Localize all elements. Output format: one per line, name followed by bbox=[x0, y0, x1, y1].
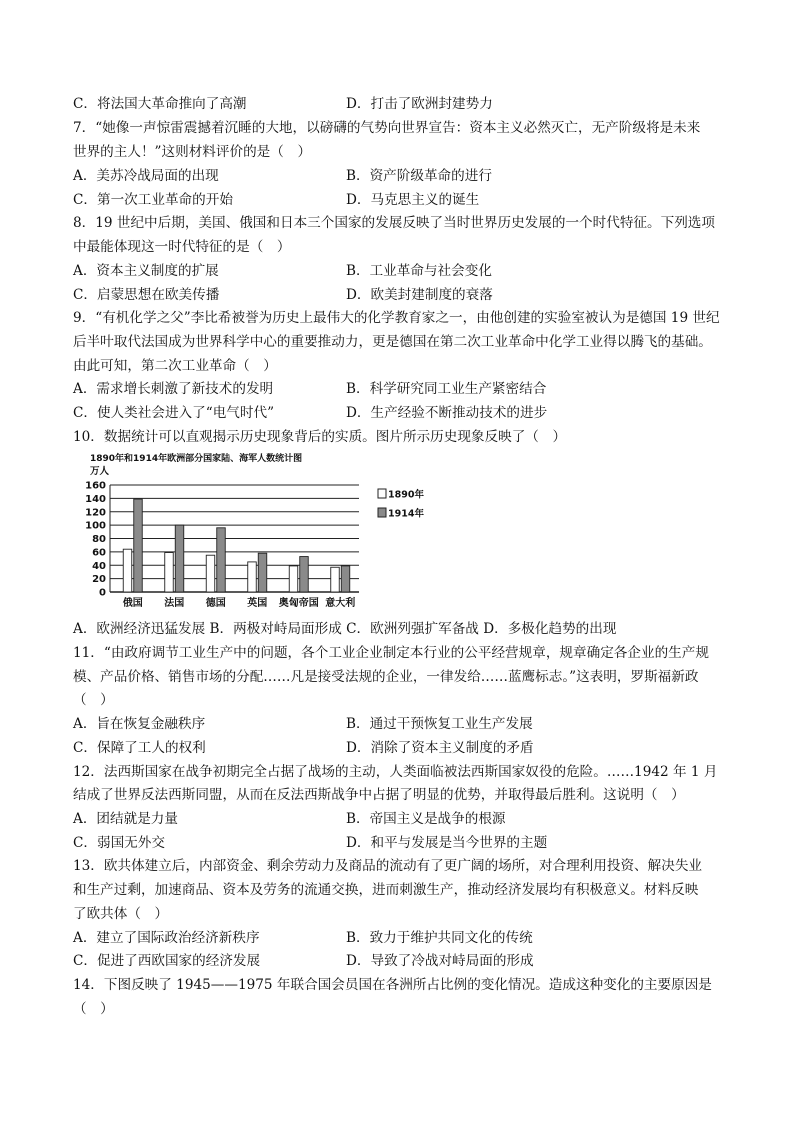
q12-option-a: A．团结就是力量 bbox=[73, 811, 178, 827]
bar-1890年-意大利 bbox=[331, 567, 340, 592]
q7-option-a: A．美苏冷战局面的出现 bbox=[73, 168, 219, 184]
bar-1914年-英国 bbox=[258, 553, 267, 592]
bar-1914年-奥匈帝国 bbox=[300, 557, 309, 592]
bar-1890年-奥匈帝国 bbox=[289, 566, 298, 592]
q6-option-d: D．打击了欧洲封建势力 bbox=[346, 96, 493, 112]
chart-title: 1890年和1914年欧洲部分国家陆、海军人数统计图 bbox=[90, 454, 303, 464]
q13-option-a: A．建立了国际政治经济新秩序 bbox=[73, 930, 260, 946]
bar-1914年-德国 bbox=[217, 528, 226, 592]
y-tick-label: 80 bbox=[92, 534, 106, 545]
army-size-bar-chart bbox=[84, 452, 444, 612]
q13-option-c: C．促进了西欧国家的经济发展 bbox=[73, 953, 261, 969]
q11-stem-line1: 11．“由政府调节工业生产中的问题，各个工业企业制定本行业的公平经营规章，规章确定各企业的生产规 bbox=[73, 645, 709, 661]
bar-1914年-俄国 bbox=[134, 499, 143, 592]
bar-1890年-英国 bbox=[248, 562, 257, 592]
y-tick-label: 60 bbox=[92, 547, 106, 559]
q13-stem-line1: 13．欧共体建立后，内部资金、剩余劳动力及商品的流动有了更广阔的场所，对合理利用投资、解决失业 bbox=[73, 858, 703, 874]
y-tick-label: 140 bbox=[85, 493, 106, 505]
q13-stem-line2: 和生产过剩，加速商品、资本及劳务的流通交换，进而刺激生产，推动经济发展均有积极意义。材料反映 bbox=[73, 882, 699, 898]
q6-option-c: C．将法国大革命推向了高潮 bbox=[73, 96, 247, 112]
bar-1890年-俄国 bbox=[123, 549, 132, 592]
q7-option-b: B．资产阶级革命的进行 bbox=[346, 168, 492, 184]
q9-stem-line3: 由此可知，第二次工业革命（ ） bbox=[73, 358, 277, 374]
q11-option-c: C．保障了工人的权利 bbox=[73, 740, 206, 756]
chart-x-ticks bbox=[123, 596, 356, 609]
q12-option-c: C．弱国无外交 bbox=[73, 835, 165, 851]
x-tick-label: 意大利 bbox=[325, 598, 356, 609]
q10-stem: 10．数据统计可以直观揭示历史现象背后的实质。图片所示历史现象反映了（ ） bbox=[73, 429, 567, 445]
q12-stem-line2: 结成了世界反法西斯同盟，从而在反法西斯战争中占据了明显的优势，并取得最后胜利。这说明（ ） bbox=[73, 787, 685, 803]
q14-stem-line1: 14．下图反映了 1945——1975 年联合国会员国在各洲所占比例的变化情况。造成这种变化的主要原因是 bbox=[73, 977, 712, 993]
q8-option-a: A．资本主义制度的扩展 bbox=[73, 263, 219, 279]
q11-option-b: B．通过干预恢复工业生产发展 bbox=[346, 716, 533, 732]
bar-1890年-德国 bbox=[206, 555, 215, 592]
y-tick-label: 160 bbox=[85, 480, 106, 492]
bar-1890年-法国 bbox=[165, 553, 174, 592]
q12-option-b: B．帝国主义是战争的根源 bbox=[346, 811, 506, 827]
q11-stem-line2: 模、产品价格、销售市场的分配……凡是接受法规的企业，一律发给……蓝鹰标志。”这表明，罗斯福新政 bbox=[73, 669, 699, 685]
y-tick-label: 20 bbox=[92, 574, 106, 586]
q8-stem-line1: 8．19 世纪中后期，美国、俄国和日本三个国家的发展反映了当时世界历史发展的一个时代特征。下列选项 bbox=[73, 215, 715, 231]
q12-option-d: D．和平与发展是当今世界的主题 bbox=[346, 835, 548, 851]
q8-option-c: C．启蒙思想在欧美传播 bbox=[73, 287, 220, 303]
y-tick-label: 0 bbox=[99, 587, 106, 599]
chart-y-ticks bbox=[85, 481, 106, 599]
chart-y-axis-label: 万人 bbox=[90, 466, 110, 477]
y-tick-label: 120 bbox=[85, 507, 106, 519]
q9-option-d: D．生产经验不断推动技术的进步 bbox=[346, 405, 548, 421]
bar-1914年-法国 bbox=[175, 525, 184, 592]
chart-gridlines bbox=[110, 485, 359, 592]
q9-stem-line2: 后半叶取代法国成为世界科学中心的重要推动力，更是德国在第二次工业革命中化学工业得以腾飞的基础。 bbox=[73, 334, 712, 350]
q13-stem-line3: 了欧共体（ ） bbox=[73, 906, 169, 922]
q9-stem-line1: 9．“有机化学之父”李比希被誉为历史上最伟大的化学教育家之一，由他创建的实验室被认为是德国 19 世纪 bbox=[73, 310, 720, 326]
q7-stem-line1: 7．“她像一声惊雷震撼着沉睡的大地，以磅礴的气势向世界宣告：资本主义必然灭亡，无产阶级将是未来 bbox=[73, 120, 701, 136]
q14-stem-line2: （ ） bbox=[73, 1001, 114, 1017]
x-tick-label: 俄国 bbox=[122, 598, 143, 609]
legend-swatch bbox=[378, 489, 386, 498]
x-tick-label: 奥匈帝国 bbox=[278, 598, 319, 609]
bar-1914年-意大利 bbox=[341, 566, 350, 592]
q9-option-b: B．科学研究同工业生产紧密结合 bbox=[346, 381, 547, 397]
y-tick-label: 40 bbox=[92, 560, 106, 572]
q7-option-d: D．马克思主义的诞生 bbox=[346, 192, 480, 208]
x-tick-label: 英国 bbox=[247, 598, 268, 609]
legend-label: 1914年 bbox=[388, 508, 424, 520]
y-tick-label: 100 bbox=[85, 520, 106, 532]
q11-option-d: D．消除了资本主义制度的矛盾 bbox=[346, 740, 534, 756]
q10-options: A．欧洲经济迅猛发展 B．两极对峙局面形成 C．欧洲列强扩军备战 D．多极化趋势的出现 bbox=[73, 621, 617, 637]
q13-option-d: D．导致了冷战对峙局面的形成 bbox=[346, 953, 534, 969]
legend-swatch bbox=[378, 508, 386, 517]
q13-option-b: B．致力于维护共同文化的传统 bbox=[346, 930, 533, 946]
legend-label: 1890年 bbox=[388, 489, 424, 501]
chart-bars bbox=[123, 499, 350, 592]
q8-option-b: B．工业革命与社会变化 bbox=[346, 263, 492, 279]
chart-legend bbox=[378, 489, 424, 520]
q11-stem-line3: （ ） bbox=[73, 692, 114, 708]
q7-stem-line2: 世界的主人！”这则材料评价的是（ ） bbox=[73, 144, 312, 160]
x-tick-label: 法国 bbox=[164, 598, 185, 609]
q12-stem-line1: 12．法西斯国家在战争初期完全占据了战场的主动，人类面临被法西斯国家奴役的危险。……1942 年 1 月 bbox=[73, 764, 718, 780]
q9-option-c: C．使人类社会进入了“电气时代” bbox=[73, 405, 275, 421]
q11-option-a: A．旨在恢复金融秩序 bbox=[73, 716, 206, 732]
q9-option-a: A．需求增长刺激了新技术的发明 bbox=[73, 381, 274, 397]
q8-option-d: D．欧美封建制度的衰落 bbox=[346, 287, 493, 303]
q8-stem-line2: 中最能体现这一时代特征的是（ ） bbox=[73, 239, 291, 255]
x-tick-label: 德国 bbox=[205, 598, 226, 609]
q7-option-c: C．第一次工业革命的开始 bbox=[73, 192, 233, 208]
